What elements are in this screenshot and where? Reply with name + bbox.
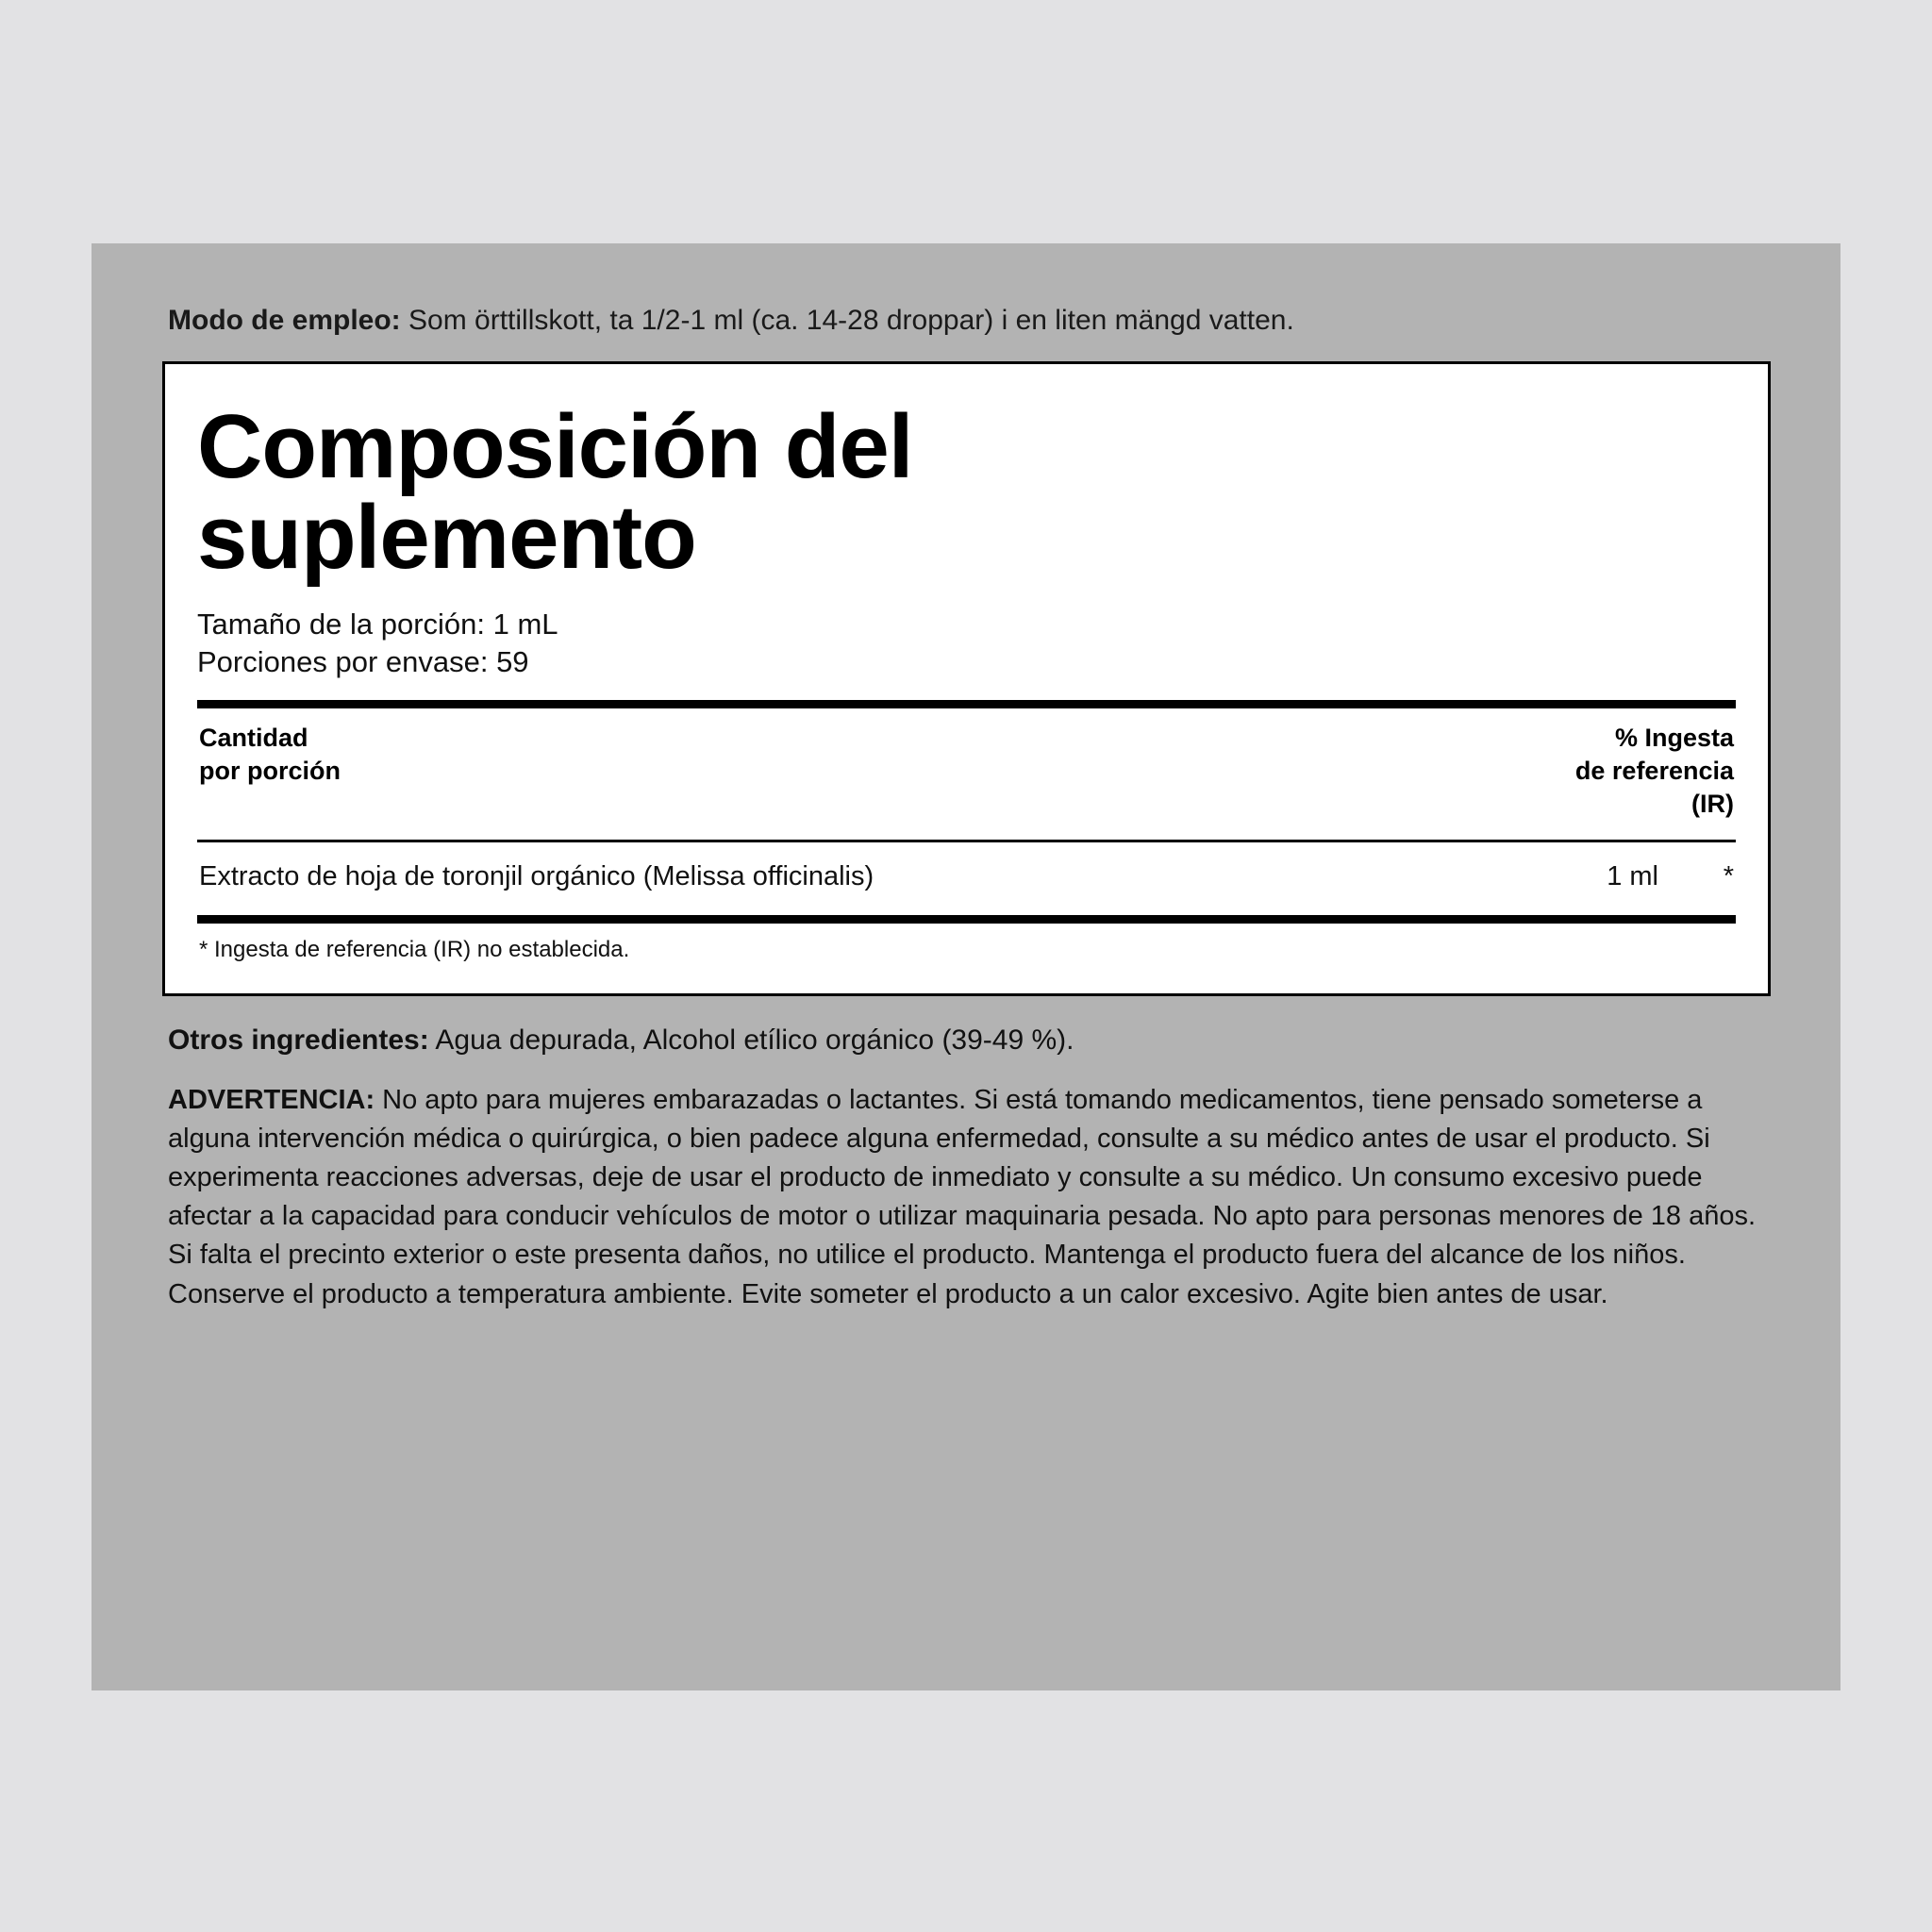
dv-header-line3: (IR) [1691, 789, 1734, 818]
servings-per-container: Porciones por envase: 59 [197, 644, 529, 678]
table-row [197, 842, 1736, 909]
supplement-label-panel [92, 243, 1840, 1690]
nutrient-name: Extracto de hoja de toronjil orgánico (Melissa officinalis) [199, 860, 874, 891]
amount-per-serving-header [199, 722, 341, 788]
serving-size: Tamaño de la porción: 1 mL [197, 607, 558, 641]
dv-header-line2: de referencia [1574, 756, 1734, 785]
facts-table-header [197, 708, 1736, 832]
divider-thick-top [197, 700, 1736, 708]
facts-footnote: * Ingesta de referencia (IR) no establecida. [199, 936, 630, 962]
nutrient-amount: 1 ml [1607, 860, 1658, 891]
dv-header-line1: % Ingesta [1614, 723, 1734, 752]
supplement-facts-title: Composición del suplemento [197, 395, 913, 588]
warning-block [162, 1060, 1771, 1314]
other-ingredients-text: Agua depurada, Alcohol etílico orgánico (39-49 %). [428, 1024, 1074, 1056]
warning-label: ADVERTENCIA: [168, 1084, 375, 1115]
nutrient-daily-value: * [1723, 860, 1734, 891]
daily-value-header [1575, 722, 1734, 821]
amount-header-line1: Cantidad [199, 723, 308, 752]
supplement-facts-box [162, 361, 1771, 996]
supplement-label-card [162, 302, 1771, 1314]
amount-header-line2: por porción [199, 756, 341, 785]
directions-line [162, 302, 1771, 341]
divider-thick-bottom [197, 915, 1736, 924]
warning-text: No apto para mujeres embarazadas o lactantes. Si está tomando medicamentos, tiene pensado someterse a alguna intervención médica o quirúrgica, o bien padece alguna enfermedad, consulte a su médico antes de usar el producto. Si experimenta reacciones adversas, deje de usar el producto de inmediato y consulte a su médico. Un consumo excesivo puede afectar a la capacidad para conducir vehículos de motor o utilizar maquinaria pesada. No apto para personas menores de 18 años. Si falta el precinto exterior o este presenta daños, no utilice el producto. Mantenga el producto fuera del alcance de los niños. Conserve el producto a temperatura ambiente. Evite someter el producto a un calor excesivo. Agite bien antes de usar. [168, 1084, 1757, 1309]
directions-text: Som örttillskott, ta 1/2-1 ml (ca. 14-28 droppar) i en liten mängd vatten. [400, 305, 1294, 336]
directions-label: Modo de empleo: [168, 305, 401, 336]
other-ingredients-line [162, 996, 1771, 1060]
other-ingredients-label: Otros ingredientes: [168, 1024, 429, 1056]
